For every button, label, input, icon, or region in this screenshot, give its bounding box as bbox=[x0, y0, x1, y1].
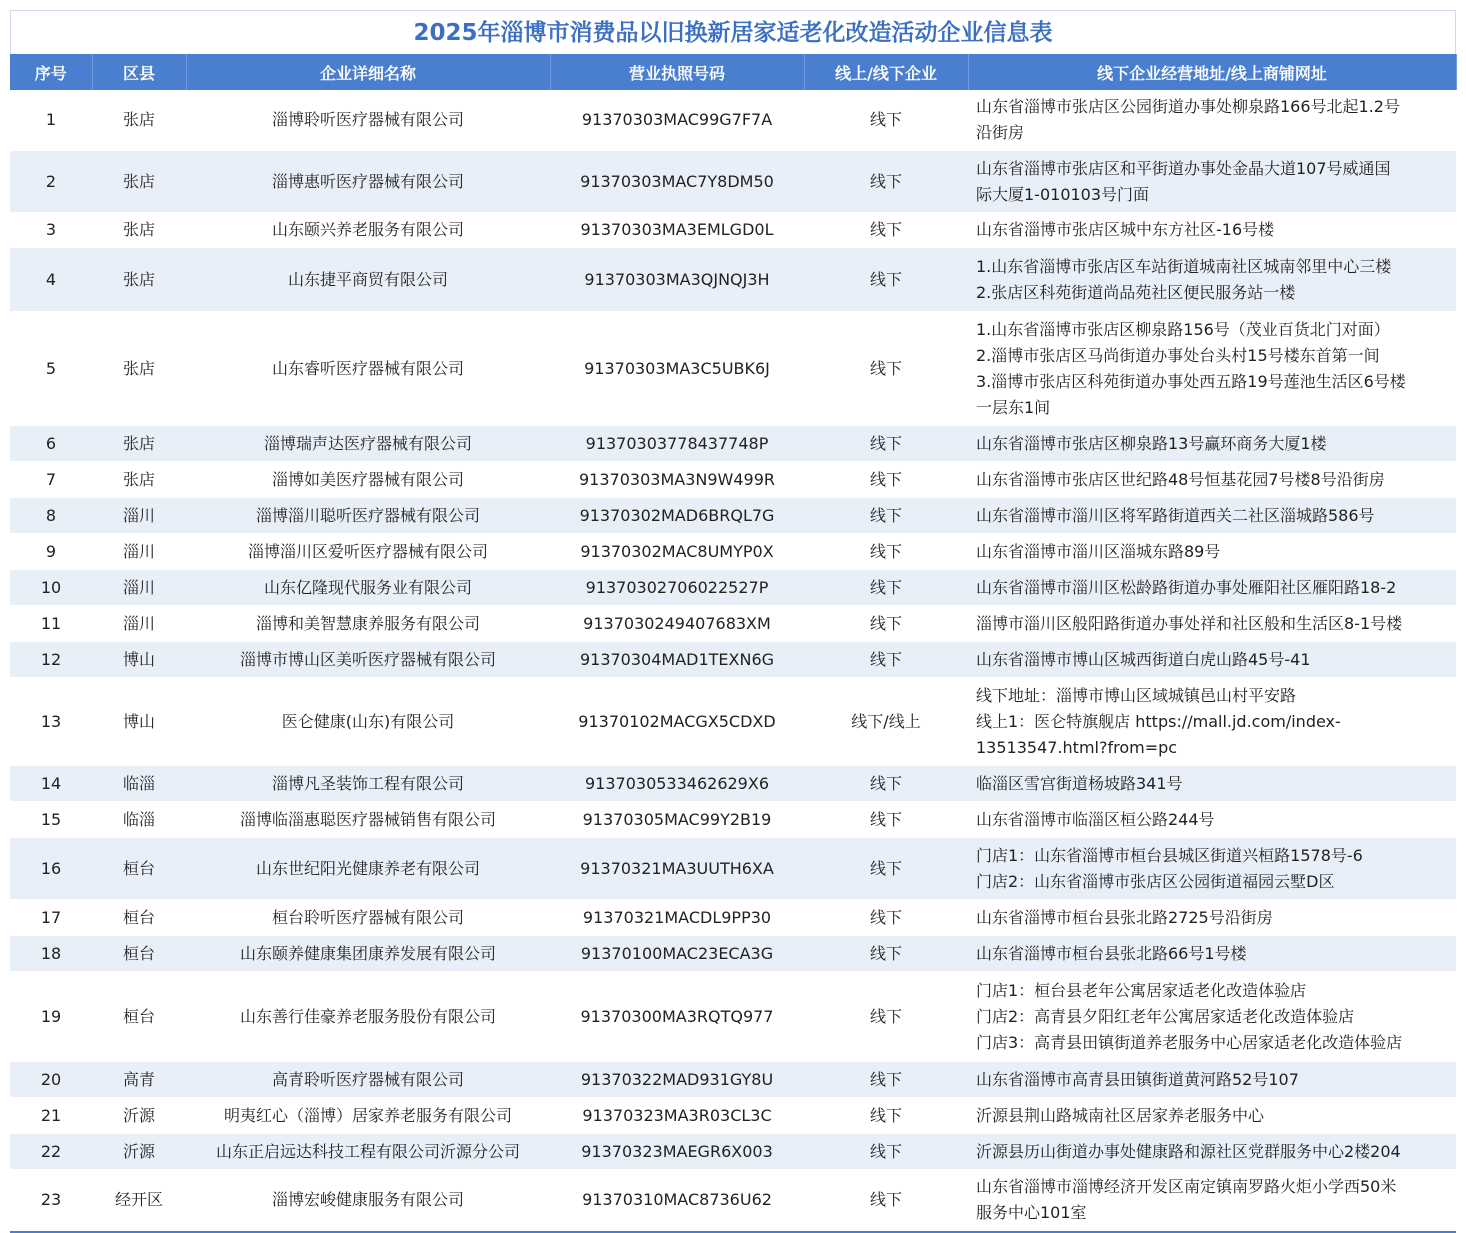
header-row bbox=[10, 54, 1456, 90]
county-cell: 沂源 bbox=[92, 1134, 186, 1170]
county-cell: 经开区 bbox=[92, 1170, 186, 1231]
address-cell: 山东省淄博市临淄区桓公路244号 bbox=[968, 802, 1456, 838]
license-number-cell: 9137030249407683XM bbox=[550, 606, 804, 642]
table-row bbox=[10, 838, 1456, 900]
header-no: 序号 bbox=[10, 54, 92, 90]
license-number-cell: 91370303MA3EMLGD0L bbox=[550, 213, 804, 248]
company-name-cell: 淄博聆听医疗器械有限公司 bbox=[186, 90, 550, 151]
row-number: 14 bbox=[10, 766, 92, 802]
table-row bbox=[10, 1098, 1456, 1134]
table-row bbox=[10, 766, 1456, 802]
address-cell: 临淄区雪宫街道杨坡路341号 bbox=[968, 766, 1456, 802]
business-type-cell: 线下 bbox=[804, 90, 968, 151]
license-number-cell: 91370102MACGX5CDXD bbox=[550, 678, 804, 766]
county-cell: 张店 bbox=[92, 213, 186, 248]
county-cell: 博山 bbox=[92, 642, 186, 678]
company-name-cell: 淄博瑞声达医疗器械有限公司 bbox=[186, 426, 550, 462]
table-body bbox=[10, 90, 1456, 1231]
county-cell: 高青 bbox=[92, 1062, 186, 1098]
business-type-cell: 线下 bbox=[804, 151, 968, 213]
address-cell: 沂源县荆山路城南社区居家养老服务中心 bbox=[968, 1098, 1456, 1134]
sheet-title: 2025年淄博市消费品以旧换新居家适老化改造活动企业信息表 bbox=[10, 10, 1456, 54]
address-cell: 山东省淄博市桓台县张北路66号1号楼 bbox=[968, 936, 1456, 972]
header-county: 区县 bbox=[92, 54, 186, 90]
county-cell: 博山 bbox=[92, 678, 186, 766]
license-number-cell: 91370303MA3C5UBK6J bbox=[550, 312, 804, 426]
address-cell: 山东省淄博市张店区城中东方社区-16号楼 bbox=[968, 213, 1456, 248]
address-cell: 山东省淄博市淄川区松龄路街道办事处雁阳社区雁阳路18-2 bbox=[968, 570, 1456, 606]
row-number: 18 bbox=[10, 936, 92, 972]
table-row bbox=[10, 936, 1456, 972]
table-row bbox=[10, 151, 1456, 213]
business-type-cell: 线下/线上 bbox=[804, 678, 968, 766]
business-type-cell: 线下 bbox=[804, 802, 968, 838]
county-cell: 淄川 bbox=[92, 498, 186, 534]
business-type-cell: 线下 bbox=[804, 972, 968, 1062]
address-cell: 淄博市淄川区般阳路街道办事处祥和社区般和生活区8-1号楼 bbox=[968, 606, 1456, 642]
license-number-cell: 91370303MAC99G7F7A bbox=[550, 90, 804, 151]
business-type-cell: 线下 bbox=[804, 900, 968, 936]
header-name: 企业详细名称 bbox=[186, 54, 550, 90]
address-cell: 山东省淄博市张店区和平街道办事处金晶大道107号威通国 际大厦1-010103号门面 bbox=[968, 151, 1456, 213]
row-number: 10 bbox=[10, 570, 92, 606]
license-number-cell: 91370303MA3N9W499R bbox=[550, 462, 804, 498]
row-number: 21 bbox=[10, 1098, 92, 1134]
license-number-cell: 91370302706022527P bbox=[550, 570, 804, 606]
address-cell: 1.山东省淄博市张店区柳泉路156号（茂业百货北门对面） 2.淄博市张店区马尚街道办事处台头村15号楼东首第一间 3.淄博市张店区科苑街道办事处西五路19号莲池生活区6号楼 一层东1间 bbox=[968, 312, 1456, 426]
business-type-cell: 线下 bbox=[804, 426, 968, 462]
table-row bbox=[10, 248, 1456, 312]
license-number-cell: 91370310MAC8736U62 bbox=[550, 1170, 804, 1231]
business-type-cell: 线下 bbox=[804, 248, 968, 312]
row-number: 5 bbox=[10, 312, 92, 426]
business-type-cell: 线下 bbox=[804, 498, 968, 534]
header-license: 营业执照号码 bbox=[550, 54, 804, 90]
company-name-cell: 山东世纪阳光健康养老有限公司 bbox=[186, 838, 550, 900]
county-cell: 桓台 bbox=[92, 936, 186, 972]
table-row bbox=[10, 972, 1456, 1062]
table-row bbox=[10, 900, 1456, 936]
address-cell: 山东省淄博市博山区城西街道白虎山路45号-41 bbox=[968, 642, 1456, 678]
business-type-cell: 线下 bbox=[804, 1134, 968, 1170]
company-name-cell: 明夷红心（淄博）居家养老服务有限公司 bbox=[186, 1098, 550, 1134]
county-cell: 淄川 bbox=[92, 606, 186, 642]
company-name-cell: 桓台聆听医疗器械有限公司 bbox=[186, 900, 550, 936]
county-cell: 临淄 bbox=[92, 766, 186, 802]
row-number: 17 bbox=[10, 900, 92, 936]
table-row bbox=[10, 213, 1456, 248]
table-row bbox=[10, 642, 1456, 678]
address-cell: 1.山东省淄博市张店区车站街道城南社区城南邻里中心三楼 2.张店区科苑街道尚品苑社区便民服务站一楼 bbox=[968, 248, 1456, 312]
county-cell: 桓台 bbox=[92, 972, 186, 1062]
license-number-cell: 91370321MACDL9PP30 bbox=[550, 900, 804, 936]
company-name-cell: 淄博和美智慧康养服务有限公司 bbox=[186, 606, 550, 642]
business-type-cell: 线下 bbox=[804, 606, 968, 642]
county-cell: 淄川 bbox=[92, 570, 186, 606]
company-name-cell: 山东捷平商贸有限公司 bbox=[186, 248, 550, 312]
license-number-cell: 91370305MAC99Y2B19 bbox=[550, 802, 804, 838]
address-cell: 门店1：桓台县老年公寓居家适老化改造体验店 门店2：高青县夕阳红老年公寓居家适老化改造体验店 门店3：高青县田镇街道养老服务中心居家适老化改造体验店 bbox=[968, 972, 1456, 1062]
license-number-cell: 91370303MAC7Y8DM50 bbox=[550, 151, 804, 213]
license-number-cell: 91370300MA3RQTQ977 bbox=[550, 972, 804, 1062]
business-type-cell: 线下 bbox=[804, 1170, 968, 1231]
table-row bbox=[10, 498, 1456, 534]
business-type-cell: 线下 bbox=[804, 534, 968, 570]
info-sheet bbox=[10, 10, 1456, 1233]
company-name-cell: 山东善行佳豪养老服务股份有限公司 bbox=[186, 972, 550, 1062]
business-type-cell: 线下 bbox=[804, 838, 968, 900]
row-number: 12 bbox=[10, 642, 92, 678]
license-number-cell: 91370302MAC8UMYP0X bbox=[550, 534, 804, 570]
row-number: 7 bbox=[10, 462, 92, 498]
company-name-cell: 医仑健康(山东)有限公司 bbox=[186, 678, 550, 766]
address-cell: 山东省淄博市张店区柳泉路13号赢环商务大厦1楼 bbox=[968, 426, 1456, 462]
company-name-cell: 淄博宏峻健康服务有限公司 bbox=[186, 1170, 550, 1231]
row-number: 16 bbox=[10, 838, 92, 900]
table-row bbox=[10, 534, 1456, 570]
business-type-cell: 线下 bbox=[804, 936, 968, 972]
company-name-cell: 淄博淄川区爱听医疗器械有限公司 bbox=[186, 534, 550, 570]
address-cell: 山东省淄博市淄川区淄城东路89号 bbox=[968, 534, 1456, 570]
company-name-cell: 淄博淄川聪听医疗器械有限公司 bbox=[186, 498, 550, 534]
business-type-cell: 线下 bbox=[804, 312, 968, 426]
license-number-cell: 91370303778437748P bbox=[550, 426, 804, 462]
row-number: 3 bbox=[10, 213, 92, 248]
row-number: 22 bbox=[10, 1134, 92, 1170]
address-cell: 门店1：山东省淄博市桓台县城区街道兴桓路1578号-6 门店2：山东省淄博市张店区公园街道福园云墅D区 bbox=[968, 838, 1456, 900]
row-number: 11 bbox=[10, 606, 92, 642]
county-cell: 张店 bbox=[92, 151, 186, 213]
county-cell: 淄川 bbox=[92, 534, 186, 570]
business-type-cell: 线下 bbox=[804, 213, 968, 248]
table-row bbox=[10, 1062, 1456, 1098]
header-address: 线下企业经营地址/线上商铺网址 bbox=[968, 54, 1456, 90]
company-name-cell: 山东颐兴养老服务有限公司 bbox=[186, 213, 550, 248]
county-cell: 临淄 bbox=[92, 802, 186, 838]
table-row bbox=[10, 426, 1456, 462]
address-cell: 山东省淄博市淄川区将军路街道西关二社区淄城路586号 bbox=[968, 498, 1456, 534]
row-number: 15 bbox=[10, 802, 92, 838]
row-number: 1 bbox=[10, 90, 92, 151]
license-number-cell: 91370100MAC23ECA3G bbox=[550, 936, 804, 972]
license-number-cell: 91370321MA3UUTH6XA bbox=[550, 838, 804, 900]
license-number-cell: 9137030533462629X6 bbox=[550, 766, 804, 802]
address-cell: 线下地址：淄博市博山区域城镇邑山村平安路 线上1：医仑特旗舰店 https://mall.jd.com/index- 13513547.html?from=pc bbox=[968, 678, 1456, 766]
company-name-cell: 高青聆听医疗器械有限公司 bbox=[186, 1062, 550, 1098]
business-type-cell: 线下 bbox=[804, 1098, 968, 1134]
license-number-cell: 91370322MAD931GY8U bbox=[550, 1062, 804, 1098]
row-number: 8 bbox=[10, 498, 92, 534]
county-cell: 桓台 bbox=[92, 900, 186, 936]
company-name-cell: 淄博凡圣装饰工程有限公司 bbox=[186, 766, 550, 802]
company-name-cell: 淄博惠听医疗器械有限公司 bbox=[186, 151, 550, 213]
county-cell: 张店 bbox=[92, 90, 186, 151]
county-cell: 张店 bbox=[92, 462, 186, 498]
address-cell: 沂源县历山街道办事处健康路和源社区党群服务中心2楼204 bbox=[968, 1134, 1456, 1170]
table-row bbox=[10, 678, 1456, 766]
address-cell: 山东省淄博市张店区公园街道办事处柳泉路166号北起1.2号 沿街房 bbox=[968, 90, 1456, 151]
header-type: 线上/线下企业 bbox=[804, 54, 968, 90]
row-number: 13 bbox=[10, 678, 92, 766]
company-name-cell: 山东亿隆现代服务业有限公司 bbox=[186, 570, 550, 606]
company-name-cell: 淄博市博山区美听医疗器械有限公司 bbox=[186, 642, 550, 678]
license-number-cell: 91370302MAD6BRQL7G bbox=[550, 498, 804, 534]
address-cell: 山东省淄博市桓台县张北路2725号沿街房 bbox=[968, 900, 1456, 936]
enterprise-table bbox=[10, 54, 1457, 1231]
row-number: 4 bbox=[10, 248, 92, 312]
company-name-cell: 山东颐养健康集团康养发展有限公司 bbox=[186, 936, 550, 972]
row-number: 2 bbox=[10, 151, 92, 213]
county-cell: 张店 bbox=[92, 312, 186, 426]
table-row bbox=[10, 1134, 1456, 1170]
row-number: 9 bbox=[10, 534, 92, 570]
address-cell: 山东省淄博市淄博经济开发区南定镇南罗路火炬小学西50米 服务中心101室 bbox=[968, 1170, 1456, 1231]
address-cell: 山东省淄博市高青县田镇街道黄河路52号107 bbox=[968, 1062, 1456, 1098]
business-type-cell: 线下 bbox=[804, 642, 968, 678]
county-cell: 沂源 bbox=[92, 1098, 186, 1134]
table-row bbox=[10, 606, 1456, 642]
business-type-cell: 线下 bbox=[804, 1062, 968, 1098]
company-name-cell: 山东睿听医疗器械有限公司 bbox=[186, 312, 550, 426]
table-row bbox=[10, 802, 1456, 838]
row-number: 20 bbox=[10, 1062, 92, 1098]
business-type-cell: 线下 bbox=[804, 570, 968, 606]
company-name-cell: 淄博临淄惠聪医疗器械销售有限公司 bbox=[186, 802, 550, 838]
table-row bbox=[10, 1170, 1456, 1231]
county-cell: 张店 bbox=[92, 248, 186, 312]
license-number-cell: 91370323MA3R03CL3C bbox=[550, 1098, 804, 1134]
business-type-cell: 线下 bbox=[804, 462, 968, 498]
row-number: 19 bbox=[10, 972, 92, 1062]
license-number-cell: 91370304MAD1TEXN6G bbox=[550, 642, 804, 678]
company-name-cell: 淄博如美医疗器械有限公司 bbox=[186, 462, 550, 498]
table-row bbox=[10, 462, 1456, 498]
table-row bbox=[10, 90, 1456, 151]
county-cell: 桓台 bbox=[92, 838, 186, 900]
table-row bbox=[10, 312, 1456, 426]
business-type-cell: 线下 bbox=[804, 766, 968, 802]
county-cell: 张店 bbox=[92, 426, 186, 462]
license-number-cell: 91370323MAEGR6X003 bbox=[550, 1134, 804, 1170]
license-number-cell: 91370303MA3QJNQJ3H bbox=[550, 248, 804, 312]
row-number: 6 bbox=[10, 426, 92, 462]
row-number: 23 bbox=[10, 1170, 92, 1231]
table-row bbox=[10, 570, 1456, 606]
address-cell: 山东省淄博市张店区世纪路48号恒基花园7号楼8号沿街房 bbox=[968, 462, 1456, 498]
company-name-cell: 山东正启远达科技工程有限公司沂源分公司 bbox=[186, 1134, 550, 1170]
